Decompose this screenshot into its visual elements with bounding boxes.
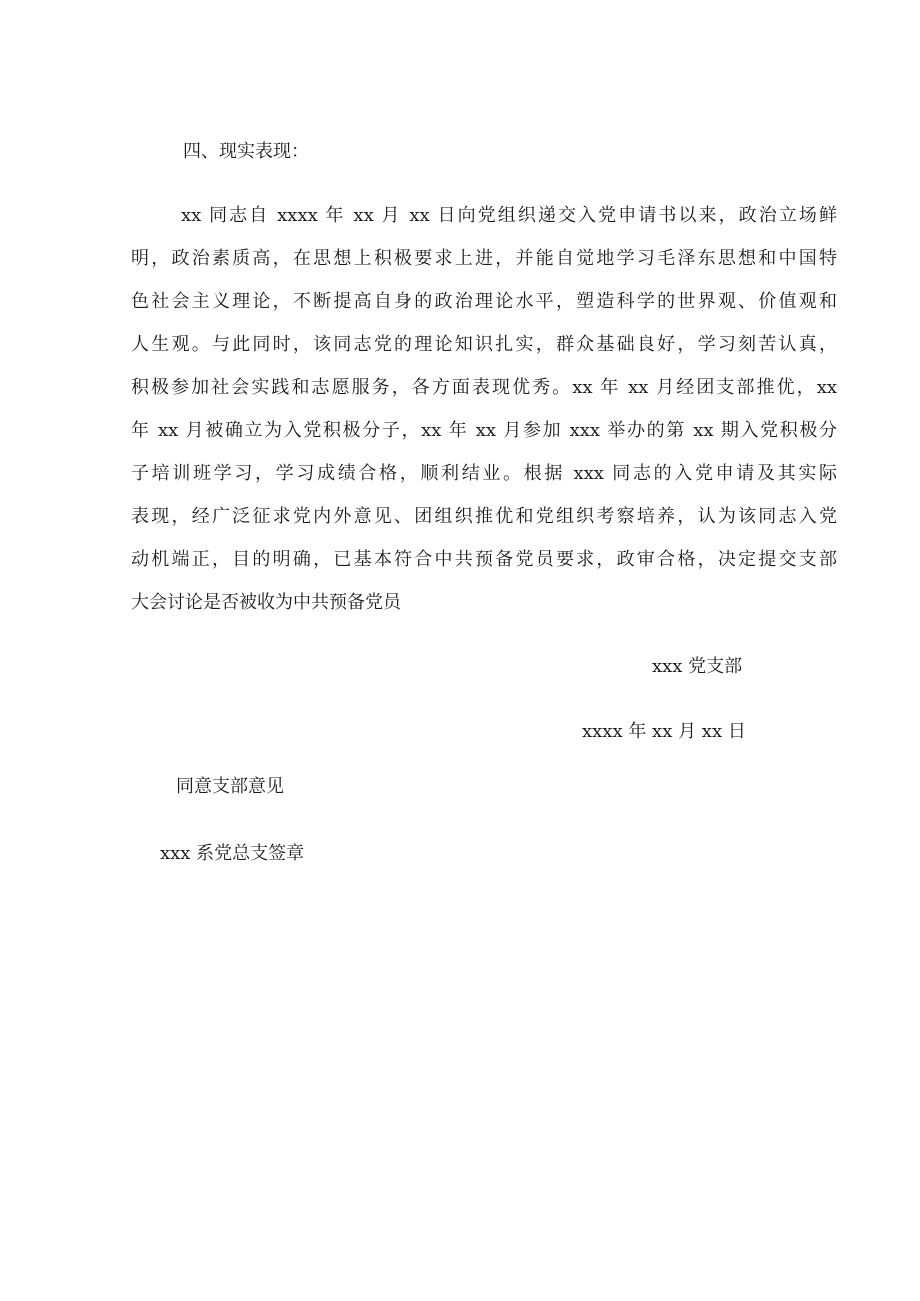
paragraph-line: 色社会主义理论，不断提高自身的政治理论水平，塑造科学的世界观、价值观和: [131, 291, 837, 312]
paragraph-line: 年 xx 月被确立为入党积极分子，xx 年 xx 月参加 xxx 举办的第 xx 期入党积极分: [131, 420, 837, 441]
paragraph-line: 动机端正，目的明确，已基本符合中共预备党员要求，政审合格，决定提交支部: [131, 549, 837, 570]
signature-date: xxxx 年 xx 月 xx 日: [582, 721, 746, 742]
paragraph-line: 表现，经广泛征求党内外意见、团组织推优和党组织考察培养，认为该同志入党: [131, 506, 837, 527]
paragraph-line: 积极参加社会实践和志愿服务，各方面表现优秀。xx 年 xx 月经团支部推优，xx: [131, 377, 837, 398]
paragraph-line: xx 同志自 xxxx 年 xx 月 xx 日向党组织递交入党申请书以来，政治立场鲜: [181, 205, 837, 226]
paragraph-line: 大会讨论是否被收为中共预备党员: [131, 592, 401, 613]
section-heading: 四、现实表现：: [183, 141, 309, 162]
signature-branch: xxx 党支部: [652, 656, 743, 677]
paragraph-line: 子培训班学习，学习成绩合格，顺利结业。根据 xxx 同志的入党申请及其实际: [131, 463, 837, 484]
paragraph-line: 人生观。与此同时，该同志党的理论知识扎实，群众基础良好，学习刻苦认真，: [131, 334, 837, 355]
paragraph-line: 明，政治素质高，在思想上积极要求上进，并能自觉地学习毛泽东思想和中国特: [131, 248, 837, 269]
body-paragraph: [131, 194, 837, 624]
approval-text: 同意支部意见: [176, 776, 284, 797]
general-branch-seal-line: xxx 系党总支签章: [160, 843, 305, 864]
